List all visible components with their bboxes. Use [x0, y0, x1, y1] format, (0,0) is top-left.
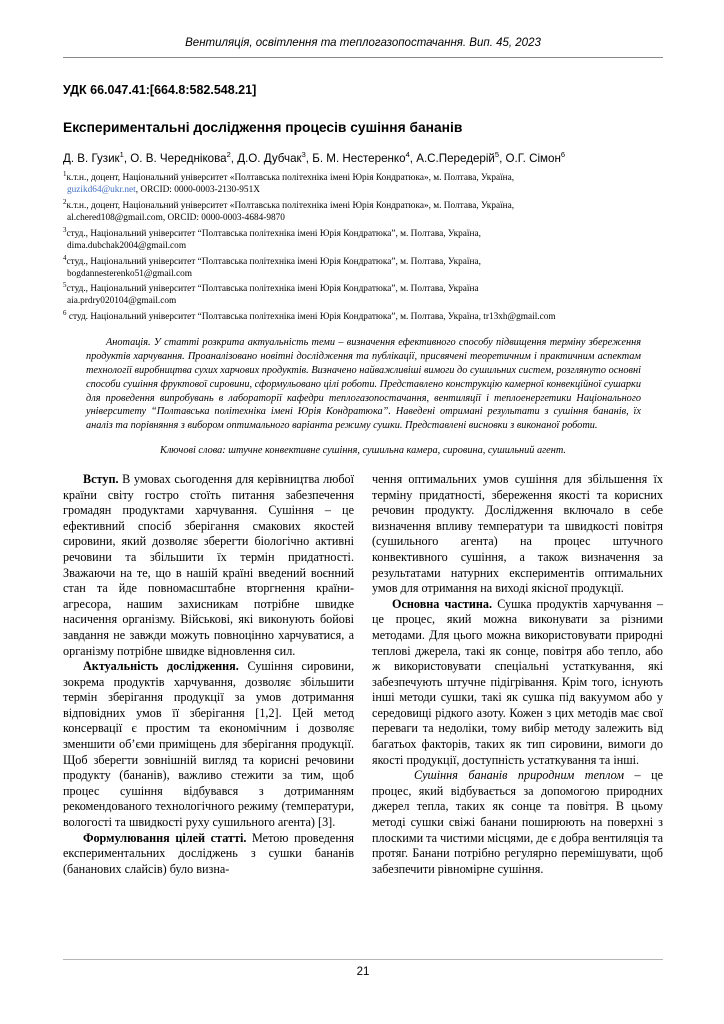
affiliation: [63, 253, 663, 281]
affiliation: [63, 280, 663, 308]
author-sup: 4: [405, 150, 410, 159]
text-run: Формулювання цілей статті.: [83, 830, 247, 845]
body-column-left: [63, 472, 354, 877]
text-run: Вступ.: [83, 471, 119, 486]
header-divider: [63, 57, 663, 58]
paragraph: [63, 831, 354, 878]
udk-code: УДК 66.047.41:[664.8:582.548.21]: [63, 83, 257, 97]
abstract-text: У статті розкрита актуальність теми – визначення ефективного способу підвищення терміну збереження продуктів харчування. Проаналізовано новітні дослідження та публікації, присвячені теоретичним і практичним аспектам технології виробництва сухих харчових продуктів. Визначено найважливіші вимоги до сушильних систем, розглянуто основні способи сушіння фруктової сировини, сформульовано цілі роботи. Представлено конструкцію камерної конвекційної сушарки для проведення випробувань в лабораторії кафедри теплогазопостачання, вентиляції і теплоенергетики Національного університету “Полтавська політехніка імені Юрія Кондратюка”. Наведені отримані результати з сушіння бананів, їх аналіз та порівняння з вибором оптимального варіанта режиму сушки. Представлені висновки з виконаної роботи.: [86, 337, 641, 432]
paragraph: [63, 659, 354, 831]
text-run: чення оптимальних умов сушіння для збільшення їх терміну придатності, збереження якості та корисних речовин продукту. Дослідження включало в себе визначення впливу температури та швидкості повітря (сушильного агента) на процес штучного конвективного сушіння, а також визначення за результатами натурних експериментів оптимальних умов для отримання на виході якісної продукції.: [372, 471, 663, 596]
affiliation: [63, 308, 663, 324]
text-run: Сушіння сировини, зокрема продуктів харчування, дозволяє збільшити термін зберігання продукції за умов дотримання відповідних умов її зберігання [1,2]. Цей метод консервації є простим та економічним і дозволяє зменшити об’єми приміщень для зберігання продукції. Щоб зберегти зовнішній вигляд та корисні речовини продукту (бананів), важливо стежити за тим, щоб процес сушіння відбувався з дотриманням рекомендованого технологічного режиму (температури, вологості та швидкості руху сушильного агента) [3].: [63, 659, 354, 830]
author-name: О.Г. Сімон: [505, 151, 561, 165]
affiliation-line: $^1$к.т.н., доцент, Національний університет «Полтавська політехніка імені Юрія Кондратюка», м. Полтава, Україна,: [63, 169, 515, 183]
author-name: Д. В. Гузик: [63, 151, 120, 165]
text-run: al.chered108@gmail.com, ORCID: 0000-0003-4684-9870: [67, 212, 285, 223]
affiliation: [63, 225, 663, 253]
keywords-line: Ключові слова: штучне конвективне сушіння, сушильна камера, сировина, сушильний агент.: [159, 444, 566, 456]
author-name: А.С.Передерій: [416, 151, 495, 165]
body-columns: [63, 472, 663, 877]
author-name: Д.О. Дубчак: [237, 151, 302, 165]
text-run: bogdannesterenko51@gmail.com: [67, 268, 192, 279]
author-name: Б. М. Нестеренко: [312, 151, 406, 165]
affiliation-line: $^3$студ., Національний університет “Полтавська політехніка імені Юрія Кондратюка”, м. Полтава, Україна,: [63, 225, 481, 239]
text-run: Актуальність дослідження.: [83, 659, 239, 674]
author-sup: 6: [560, 150, 566, 159]
text-run: Основна частина.: [392, 596, 493, 611]
page-footer: [63, 959, 663, 978]
affiliation-sup: 6: [63, 309, 67, 318]
affiliation-contact-line: [63, 185, 663, 197]
email-link[interactable]: guzikd64@ukr.net: [67, 184, 136, 195]
text-run: В умовах сьогодення для керівництва любої країни світу гостро стоїть питання забезпечення громадян продуктами харчування. Сушіння – це ефективний спосіб зберігання смакових якостей сировини, який дозволяє зберегти біологічно активні речовини та збільшити їх термін придатності. Зважаючи на те, що в нашій країні введений воєнний стан та йде повномасштабне вторгнення країни-агресора, нашим захисникам потрібне швидке насичення організму. Військові, які виконують бойові завдання не завжди можуть повноцінно харчуватися, а організму потрібне швидке відновлення сил.: [63, 471, 354, 658]
article-title: Експериментальні дослідження процесів сушіння бананів: [63, 120, 463, 135]
affiliation: [63, 197, 663, 225]
abstract-label: Анотація.: [106, 337, 151, 349]
affiliation-sup: 5: [63, 281, 67, 290]
text-run: це процес, який відбувається за допомогою природних джерел тепла, таких як сонце та повітря. В цьому методі сушки свіжі банани поширюють на поверхні з плоскими та чистими місцями, де є добра вентиляція та протяг. Банани потрібно регулярно перемішувати, щоб забезпечити рівномірне сушіння.: [372, 768, 663, 876]
affiliation-sup: 4: [63, 253, 67, 262]
affiliation-sup: 3: [63, 225, 67, 234]
text-run: aia.prdry020104@gmail.com: [67, 296, 177, 307]
body-column-right: [372, 472, 663, 877]
author-sup: 2: [226, 150, 231, 159]
text-run: Сушіння бананів природним теплом –: [414, 768, 641, 783]
paragraph: [372, 597, 663, 769]
author-sup: 5: [494, 150, 500, 159]
text-run: dima.dubchak2004@gmail.com: [67, 240, 187, 251]
affiliation-line: $^5$студ., Національний університет “Полтавська політехніка імені Юрія Кондратюка”, м. Полтава, Україна: [63, 281, 479, 295]
paragraph: [63, 472, 354, 659]
paragraph: [372, 472, 663, 597]
journal-header: Вентиляція, освітлення та теплогазопостачання. Вип. 45, 2023: [185, 37, 541, 49]
affiliation-contact-line: [63, 241, 663, 253]
authors-line: Д. В. Гузик$^1$, О. В. Череднікова$^2$, Д.О. Дубчак$^3$, Б. М. Нестеренко$^4$, А.С.Передерій$^5$, О.Г. Сімон$^6$: [63, 150, 566, 165]
affiliation: [63, 169, 663, 197]
affiliation-contact-line: [63, 269, 663, 281]
affiliation-line: $^4$студ., Національний університет “Полтавська політехніка імені Юрія Кондратюка”, м. Полтава, Україна,: [63, 253, 481, 267]
affiliation-sup: 1: [63, 169, 67, 178]
text-run: , ORCID: 0000-0003-2130-951X: [135, 184, 260, 195]
page-number: 21: [356, 966, 370, 978]
affiliation-contact-line: [63, 296, 663, 308]
text-run: Сушка продуктів харчування – це процес, який можна виконувати за різними методами. Для цього можна використовувати природні теплові джерела, такі як сонце, повітря або тепло, або ж використовувати спеціальні устаткування, які забезпечують штучне підігрівання. Крім того, існують інші методи сушки, такі як сушка під вакуумом або у середовищі рідкого азоту. Кожен з цих методів має свої переваги та недоліки, тому вибір методу залежить від багатьох факторів, таких як тип сировини, вимоги до якості продукції, доступність устаткування та інші.: [372, 596, 663, 767]
author-sup: 3: [301, 150, 306, 159]
affiliation-line: $^2$к.т.н., доцент, Національний університет «Полтавська політехніка імені Юрія Кондратюка», м. Полтава, Україна,: [63, 197, 515, 211]
affiliation-sup: 2: [63, 197, 67, 206]
paragraph: [372, 768, 663, 877]
abstract: [86, 336, 641, 433]
author-name: О. В. Череднікова: [130, 151, 227, 165]
affiliation-line: $^6$ студ. Національний університет “Полтавська політехніка імені Юрія Кондратюка”, м. Полтава, Україна, tr13xh@gmail.com: [63, 309, 556, 323]
text-run: Метою проведення експериментальних досліджень з сушки бананів (бананових слайсів) було визна-: [63, 830, 354, 876]
author-sup: 1: [119, 150, 124, 159]
affiliation-contact-line: [63, 213, 663, 225]
affiliations-block: [63, 169, 663, 325]
